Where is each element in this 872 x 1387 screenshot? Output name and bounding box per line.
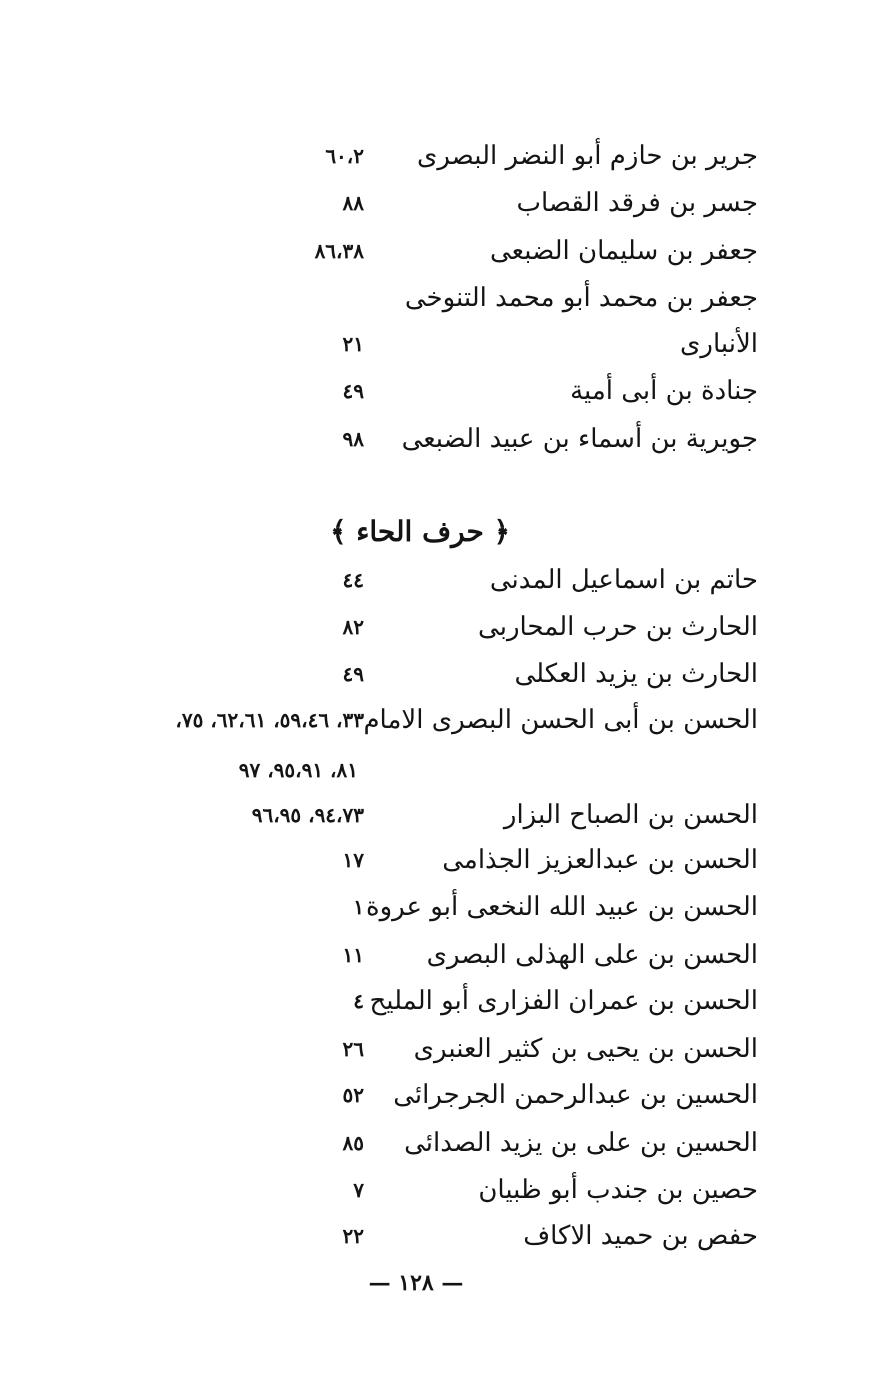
entry-pages: ٨٥: [342, 1131, 364, 1155]
index-entry: [0, 231, 872, 271]
entry-name: جويرية بن أسماء بن عبيد الضبعى: [401, 424, 758, 454]
index-entry-continuation: [0, 750, 872, 790]
index-entry: [0, 607, 872, 647]
index-entry: [0, 183, 872, 223]
entry-name: الحسن بن الصباح البزار: [503, 800, 758, 830]
entry-pages: ٥٢: [342, 1083, 364, 1107]
entry-pages: ٩٤،٧٣، ٩٦،٩٥: [251, 803, 364, 827]
entry-name: الحسن بن عبيد الله النخعى أبو عروة: [366, 892, 758, 922]
index-entry: [0, 419, 872, 459]
index-entry: [0, 278, 872, 318]
entry-name: جعفر بن سليمان الضبعى: [490, 236, 758, 266]
entry-name: الحسن بن عمران الفزارى أبو المليح: [369, 986, 758, 1016]
entry-name: الحسن بن على الهذلى البصرى: [426, 940, 758, 970]
index-entry: [0, 560, 872, 600]
entry-pages: ٨٦،٣٨: [314, 239, 364, 263]
index-entry: [0, 324, 872, 364]
entry-pages: ٦٠،٢: [325, 144, 364, 168]
index-entry: [0, 1216, 872, 1256]
entry-pages: ٤: [353, 989, 364, 1013]
index-entry: [0, 795, 872, 835]
entry-name: جرير بن حازم أبو النضر البصرى: [416, 141, 758, 171]
index-entry: [0, 935, 872, 975]
section-heading: ﴿ حرف الحاء ﴾: [330, 515, 510, 548]
entry-name: جعفر بن محمد أبو محمد التنوخى: [404, 283, 758, 313]
entry-pages: ٤٩: [342, 662, 364, 686]
entry-name: الحارث بن يزيد العكلى: [514, 659, 758, 689]
entry-name: الحسن بن عبدالعزيز الجذامى: [442, 845, 758, 875]
entry-pages: ٢١: [342, 332, 364, 356]
index-entry: [0, 1123, 872, 1163]
entry-pages: ٨٢: [342, 615, 364, 639]
index-entry: [0, 1029, 872, 1069]
entry-name: الأنبارى: [680, 329, 758, 359]
entry-name: حاتم بن اسماعيل المدنى: [489, 565, 758, 595]
entry-name: الحسين بن عبدالرحمن الجرجرائى: [393, 1080, 758, 1110]
entry-pages: ٣٣، ٥٩،٤٦، ٦٢،٦١، ٧٥،: [175, 708, 364, 732]
entry-pages: ٩٨: [342, 427, 364, 451]
index-entry: [0, 700, 872, 740]
entry-name: الحسين بن على بن يزيد الصدائى: [404, 1128, 758, 1158]
entry-pages: ١٧: [342, 848, 364, 872]
entry-pages: ٤٩: [342, 379, 364, 403]
index-entry: [0, 654, 872, 694]
entry-pages: ٨١، ٩٥،٩١، ٩٧: [238, 758, 358, 782]
entry-name: حصين بن جندب أبو ظبيان: [478, 1175, 758, 1205]
entry-pages: ١: [353, 895, 364, 919]
entry-name: حفص بن حميد الاكاف: [523, 1221, 758, 1251]
entry-pages: ٢٢: [342, 1224, 364, 1248]
index-entry: [0, 840, 872, 880]
entry-name: الحسن بن يحيى بن كثير العنبرى: [413, 1034, 758, 1064]
entry-pages: ١١: [342, 943, 364, 967]
index-entry: [0, 1075, 872, 1115]
page-number: — ١٢٨ —: [368, 1270, 464, 1296]
entry-name: جنادة بن أبى أمية: [570, 376, 758, 406]
entry-pages: ٢٦: [342, 1037, 364, 1061]
index-entry: [0, 371, 872, 411]
entry-pages: ٤٤: [342, 568, 364, 592]
index-entry: [0, 1170, 872, 1210]
index-entry: [0, 981, 872, 1021]
entry-name: الحارث بن حرب المحاربى: [478, 612, 758, 642]
entry-pages: ٧: [353, 1178, 364, 1202]
index-entry: [0, 136, 872, 176]
entry-pages: ٨٨: [342, 191, 364, 215]
entry-name: الحسن بن أبى الحسن البصرى الامام: [363, 705, 758, 735]
index-entry: [0, 887, 872, 927]
entry-name: جسر بن فرقد القصاب: [516, 188, 758, 218]
